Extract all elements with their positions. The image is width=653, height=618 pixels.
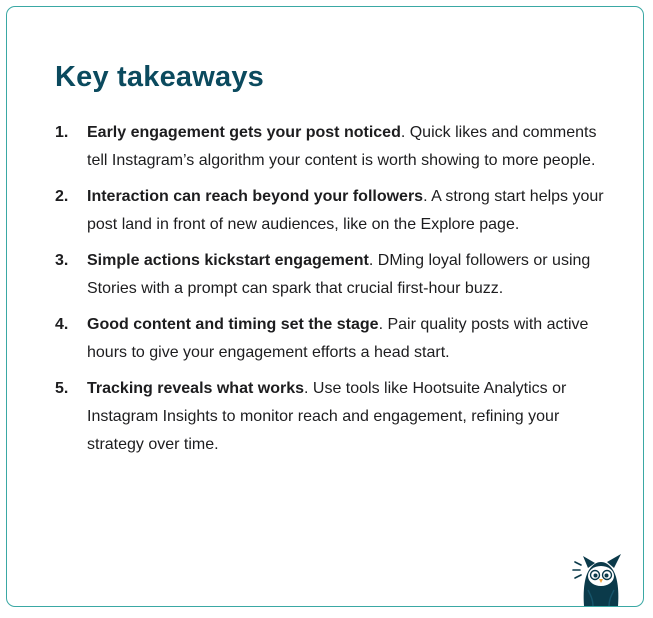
item-number: 4. [55,316,69,333]
item-lead: Early engagement gets your post noticed [87,124,401,141]
list-item [55,119,615,175]
item-body: . Use tools like Hootsuite Analytics or Instagram Insights to monitor reach and engagement, refining your strategy over time. [87,380,567,453]
list-item [55,183,615,239]
item-text [87,247,615,303]
item-lead: Tracking reveals what works [87,380,304,397]
item-body: . Quick likes and comments tell Instagram’s algorithm your content is worth showing to more people. [87,124,597,169]
list-item [55,375,615,459]
takeaways-card [6,6,644,607]
item-body: . A strong start helps your post land in front of new audiences, like on the Explore page. [87,188,604,233]
item-lead: Good content and timing set the stage [87,316,379,333]
item-text [87,311,615,367]
item-lead: Simple actions kickstart engagement [87,252,369,269]
item-number: 2. [55,188,69,205]
item-text [87,375,615,459]
item-text [87,119,615,175]
item-lead: Interaction can reach beyond your followers [87,188,424,205]
card-title: Key takeaways [55,61,264,93]
item-number: 1. [55,124,69,141]
list-item [55,311,615,367]
takeaways-list [55,119,615,467]
item-text [87,183,615,239]
item-number: 5. [55,380,69,397]
item-number: 3. [55,252,69,269]
item-body: . DMing loyal followers or using Stories with a prompt can spark that crucial first-hour buzz. [87,252,591,297]
owl-mascot-icon [569,548,629,606]
list-item [55,247,615,303]
item-body: . Pair quality posts with active hours to give your engagement efforts a head start. [87,316,589,361]
